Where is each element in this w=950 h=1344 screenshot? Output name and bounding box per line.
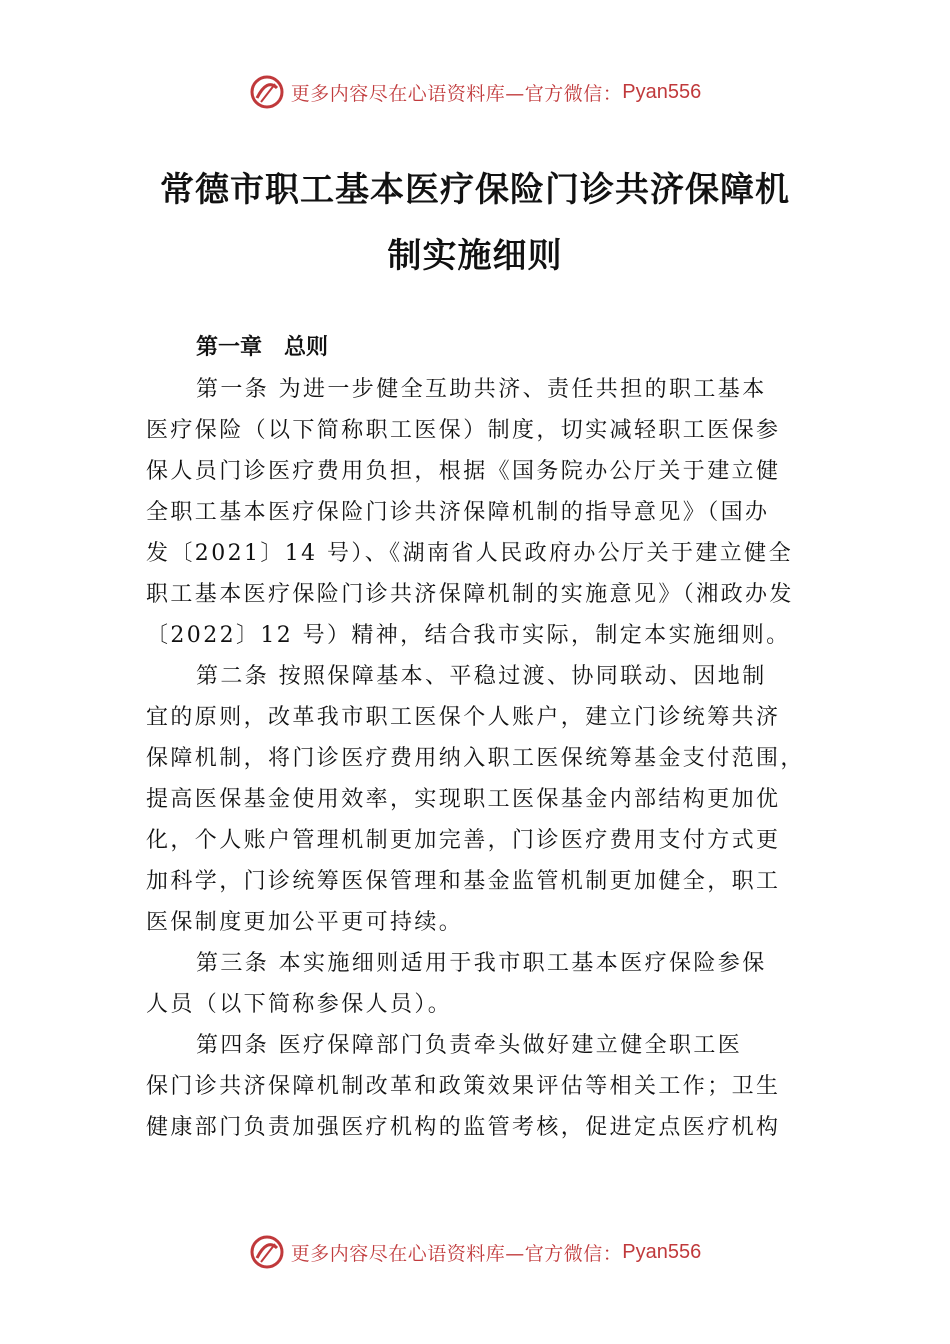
body-line: 健康部门负责加强医疗机构的监管考核，促进定点医疗机构 bbox=[146, 1115, 781, 1140]
body-line: 第四条 医疗保障部门负责牵头做好建立健全职工医 bbox=[196, 1033, 743, 1058]
body-line: 人员（以下简称参保人员）。 bbox=[146, 992, 453, 1017]
watermark-text: 更多内容尽在心语资料库—官方微信： bbox=[290, 1242, 623, 1265]
body-line: 宜的原则，改革我市职工医保个人账户，建立门诊统筹共济 bbox=[146, 705, 781, 730]
watermark-header bbox=[0, 72, 950, 112]
body-line: 保人员门诊医疗费用负担，根据《国务院办公厅关于建立健 bbox=[146, 459, 781, 484]
body-line: 医疗保险（以下简称职工医保）制度，切实减轻职工医保参 bbox=[146, 418, 781, 443]
body-line: 职工基本医疗保险门诊共济保障机制的实施意见》（湘政办发 bbox=[146, 582, 794, 607]
body-line: 〔2022〕12 号）精神，结合我市实际，制定本实施细则。 bbox=[146, 623, 791, 648]
body-line: 医保制度更加公平更可持续。 bbox=[146, 910, 464, 935]
body-line: 提高医保基金使用效率，实现职工医保基金内部结构更加优 bbox=[146, 787, 781, 812]
body-line: 第一条 为进一步健全互助共济、责任共担的职工基本 bbox=[196, 377, 767, 402]
body-line: 加科学，门诊统筹医保管理和基金监管机制更加健全，职工 bbox=[146, 869, 781, 894]
body-line: 保门诊共济保障机制改革和政策效果评估等相关工作；卫生 bbox=[146, 1074, 781, 1099]
body-line: 化，个人账户管理机制更加完善，门诊医疗费用支付方式更 bbox=[146, 828, 781, 853]
document-title-line-2: 制实施细则 bbox=[387, 236, 563, 276]
watermark-logo-icon bbox=[249, 1234, 285, 1270]
body-line: 发〔2021〕14 号）、《湖南省人民政府办公厅关于建立健全 bbox=[146, 541, 793, 566]
body-line: 第二条 按照保障基本、平稳过渡、协同联动、因地制 bbox=[196, 664, 767, 689]
body-line: 全职工基本医疗保险门诊共济保障机制的指导意见》（国办 bbox=[146, 500, 770, 525]
watermark-wechat-id: Pyan556 bbox=[622, 80, 702, 103]
watermark-text: 更多内容尽在心语资料库—官方微信： bbox=[290, 82, 623, 105]
body-line: 第三条 本实施细则适用于我市职工基本医疗保险参保 bbox=[196, 951, 767, 976]
chapter-heading: 第一章 总则 bbox=[196, 335, 329, 360]
document-title-line-1: 常德市职工基本医疗保险门诊共济保障机 bbox=[160, 170, 790, 210]
watermark-wechat-id: Pyan556 bbox=[622, 1240, 702, 1263]
watermark-footer bbox=[0, 1232, 950, 1272]
watermark-logo-icon bbox=[249, 74, 285, 110]
body-line: 保障机制，将门诊医疗费用纳入职工医保统筹基金支付范围， bbox=[146, 746, 805, 771]
